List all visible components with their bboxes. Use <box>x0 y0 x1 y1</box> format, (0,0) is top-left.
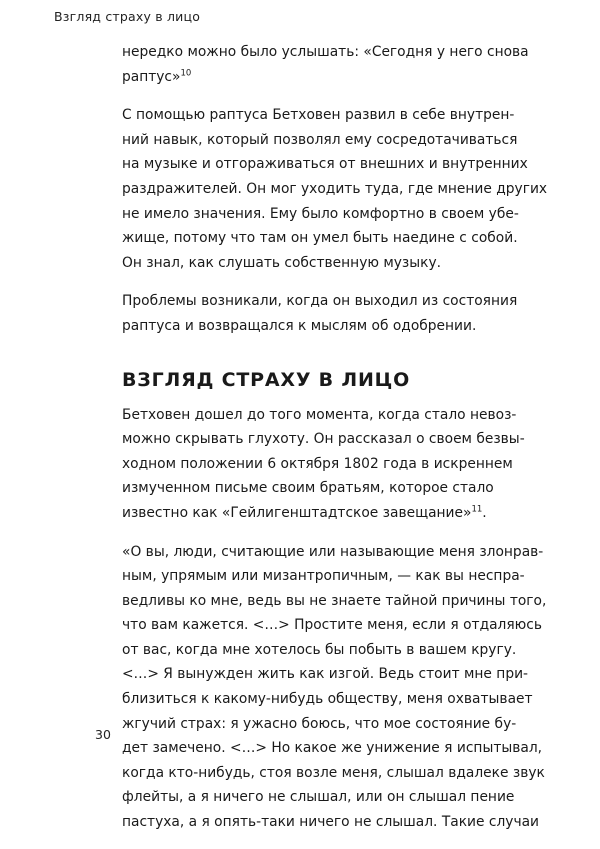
text-line: от вас, когда мне хотелось бы побыть в вашем кругу. <box>122 641 517 658</box>
text-line: ходном положении 6 октября 1802 года в искреннем <box>122 455 513 472</box>
text-line: когда кто-нибудь, стоя возле меня, слышал вдалеке звук <box>122 764 545 781</box>
footnote-marker[interactable]: 10 <box>180 68 192 78</box>
page-number: 30 <box>95 727 111 742</box>
text-line: С помощью раптуса Бетховен развил в себе внутрен- <box>122 107 515 124</box>
text-line: Он знал, как слушать собственную музыку. <box>122 254 442 271</box>
text-line <box>122 65 500 90</box>
text-line: дет замечено. <…> Но какое же унижение я испытывал, <box>122 740 543 757</box>
text-fragment: раптус» <box>122 68 181 85</box>
text-line: не имело значения. Ему было комфортно в своем убе- <box>122 205 519 222</box>
text-line: флейты, а я ничего не слышал, или он слышал пение <box>122 789 515 806</box>
text-line: нередко можно было услышать: «Сегодня у него снова <box>122 44 529 60</box>
text-line: что вам кажется. <…> Простите меня, если я отдаляюсь <box>122 617 543 634</box>
text-line: можно скрывать глухоту. Он рассказал о своем безвы- <box>122 431 525 448</box>
text-line: ведливы ко мне, ведь вы не знаете тайной причины того, <box>122 592 547 609</box>
page-body <box>122 40 548 849</box>
text-line: Проблемы возникали, когда он выходил из состояния <box>122 293 518 310</box>
footnote-marker[interactable]: 11 <box>471 504 483 515</box>
text-line: Бетховен дошел до того момента, когда стало невоз- <box>122 406 517 423</box>
text-line: ний навык, который позволял ему сосредотачиваться <box>122 131 518 148</box>
paragraph-2 <box>122 103 548 275</box>
paragraph-3 <box>122 289 518 338</box>
paragraph-5 <box>122 540 547 835</box>
text-line: близиться к какому-нибудь обществу, меня охватывает <box>122 691 533 708</box>
text-fragment: известно как «Гейлигенштадтское завещание» <box>122 504 472 521</box>
text-line: ным, упрямым или мизантропичным, — как вы неспра- <box>122 568 525 585</box>
text-line: раптуса и возвращался к мыслям об одобрении. <box>122 317 477 334</box>
paragraph-1 <box>122 40 529 89</box>
text-fragment: . <box>482 504 487 521</box>
text-line: пастуха, а я опять-таки ничего не слышал. Такие случаи <box>122 814 540 831</box>
text-line: измученном письме своим братьям, которое стало <box>122 480 494 497</box>
section-heading: ВЗГЛЯД СТРАХУ В ЛИЦО <box>122 368 411 391</box>
text-line: на музыке и отгораживаться от внешних и внутренних <box>122 156 528 173</box>
text-line: жгучий страх: я ужасно боюсь, что мое состояние бу- <box>122 715 517 732</box>
text-line <box>122 501 500 526</box>
text-line: раздражителей. Он мог уходить туда, где мнение других <box>122 180 548 197</box>
running-head: Взгляд страху в лицо <box>54 9 201 24</box>
text-line: <…> Я вынужден жить как изгой. Ведь стоит мне при- <box>122 666 529 683</box>
paragraph-4 <box>122 403 525 526</box>
text-line: «О вы, люди, считающие или называющие меня злонрав- <box>122 543 544 560</box>
text-line: жище, потому что там он умел быть наедине с собой. <box>122 230 518 247</box>
